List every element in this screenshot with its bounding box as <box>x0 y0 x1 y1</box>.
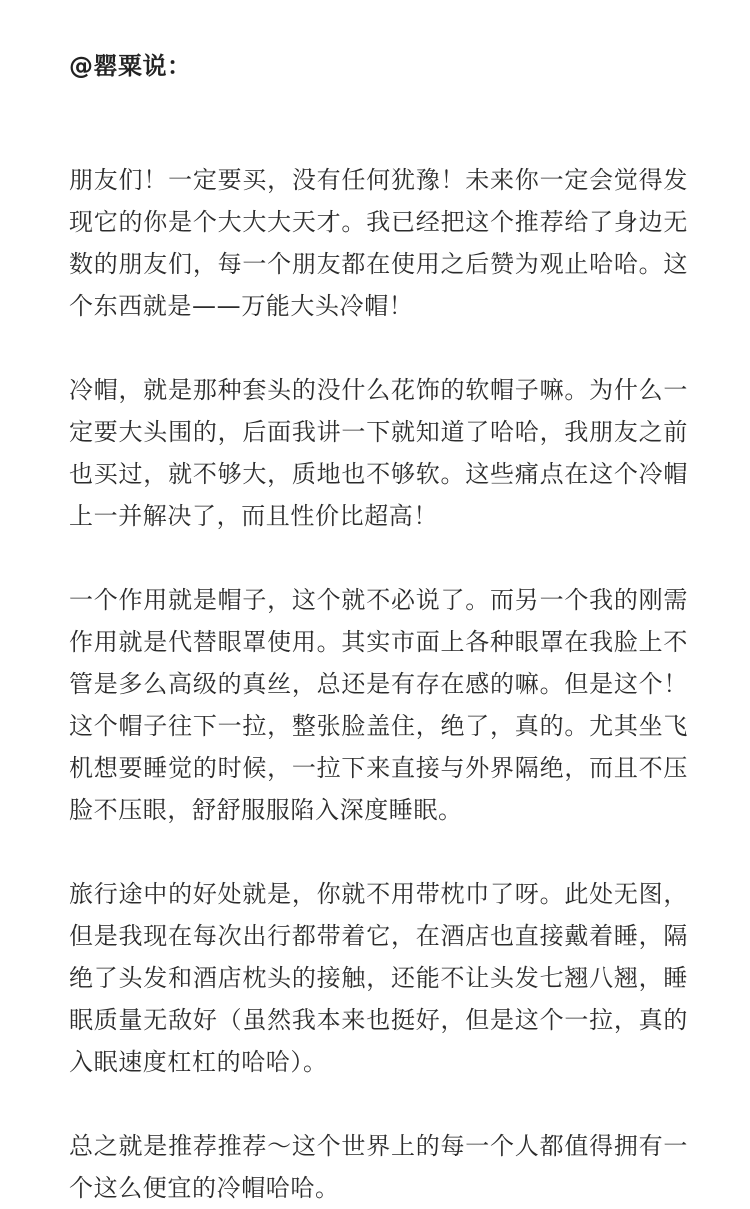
paragraph: 旅行途中的好处就是，你就不用带枕巾了呀。此处无图，但是我现在每次出行都带着它，在酒店也直接戴着睡，隔绝了头发和酒店枕头的接触，还能不让头发七翘八翘，睡眠质量无敌好（虽然我本来也挺好，但是这个一拉，真的入眠速度杠杠的哈哈）。 <box>69 880 688 1076</box>
author-line: @罂粟说： <box>69 52 192 80</box>
paragraph: 朋友们！一定要买，没有任何犹豫！未来你一定会觉得发现它的你是个大大大天才。我已经把这个推荐给了身边无数的朋友们，每一个朋友都在使用之后赞为观止哈哈。这个东西就是——万能大头冷帽！ <box>69 166 688 320</box>
paragraph: 一个作用就是帽子，这个就不必说了。而另一个我的刚需作用就是代替眼罩使用。其实市面上各种眼罩在我脸上不管是多么高级的真丝，总还是有存在感的嘛。但是这个！这个帽子往下一拉，整张脸盖住，绝了，真的。尤其坐飞机想要睡觉的时候，一拉下来直接与外界隔绝，而且不压脸不压眼，舒舒服服陷入深度睡眠。 <box>69 586 688 824</box>
paragraph: 冷帽，就是那种套头的没什么花饰的软帽子嘛。为什么一定要大头围的，后面我讲一下就知道了哈哈，我朋友之前也买过，就不够大，质地也不够软。这些痛点在这个冷帽上一并解决了，而且性价比超高！ <box>69 376 688 530</box>
paragraph: 总之就是推荐推荐～这个世界上的每一个人都值得拥有一个这么便宜的冷帽哈哈。 <box>69 1132 688 1202</box>
